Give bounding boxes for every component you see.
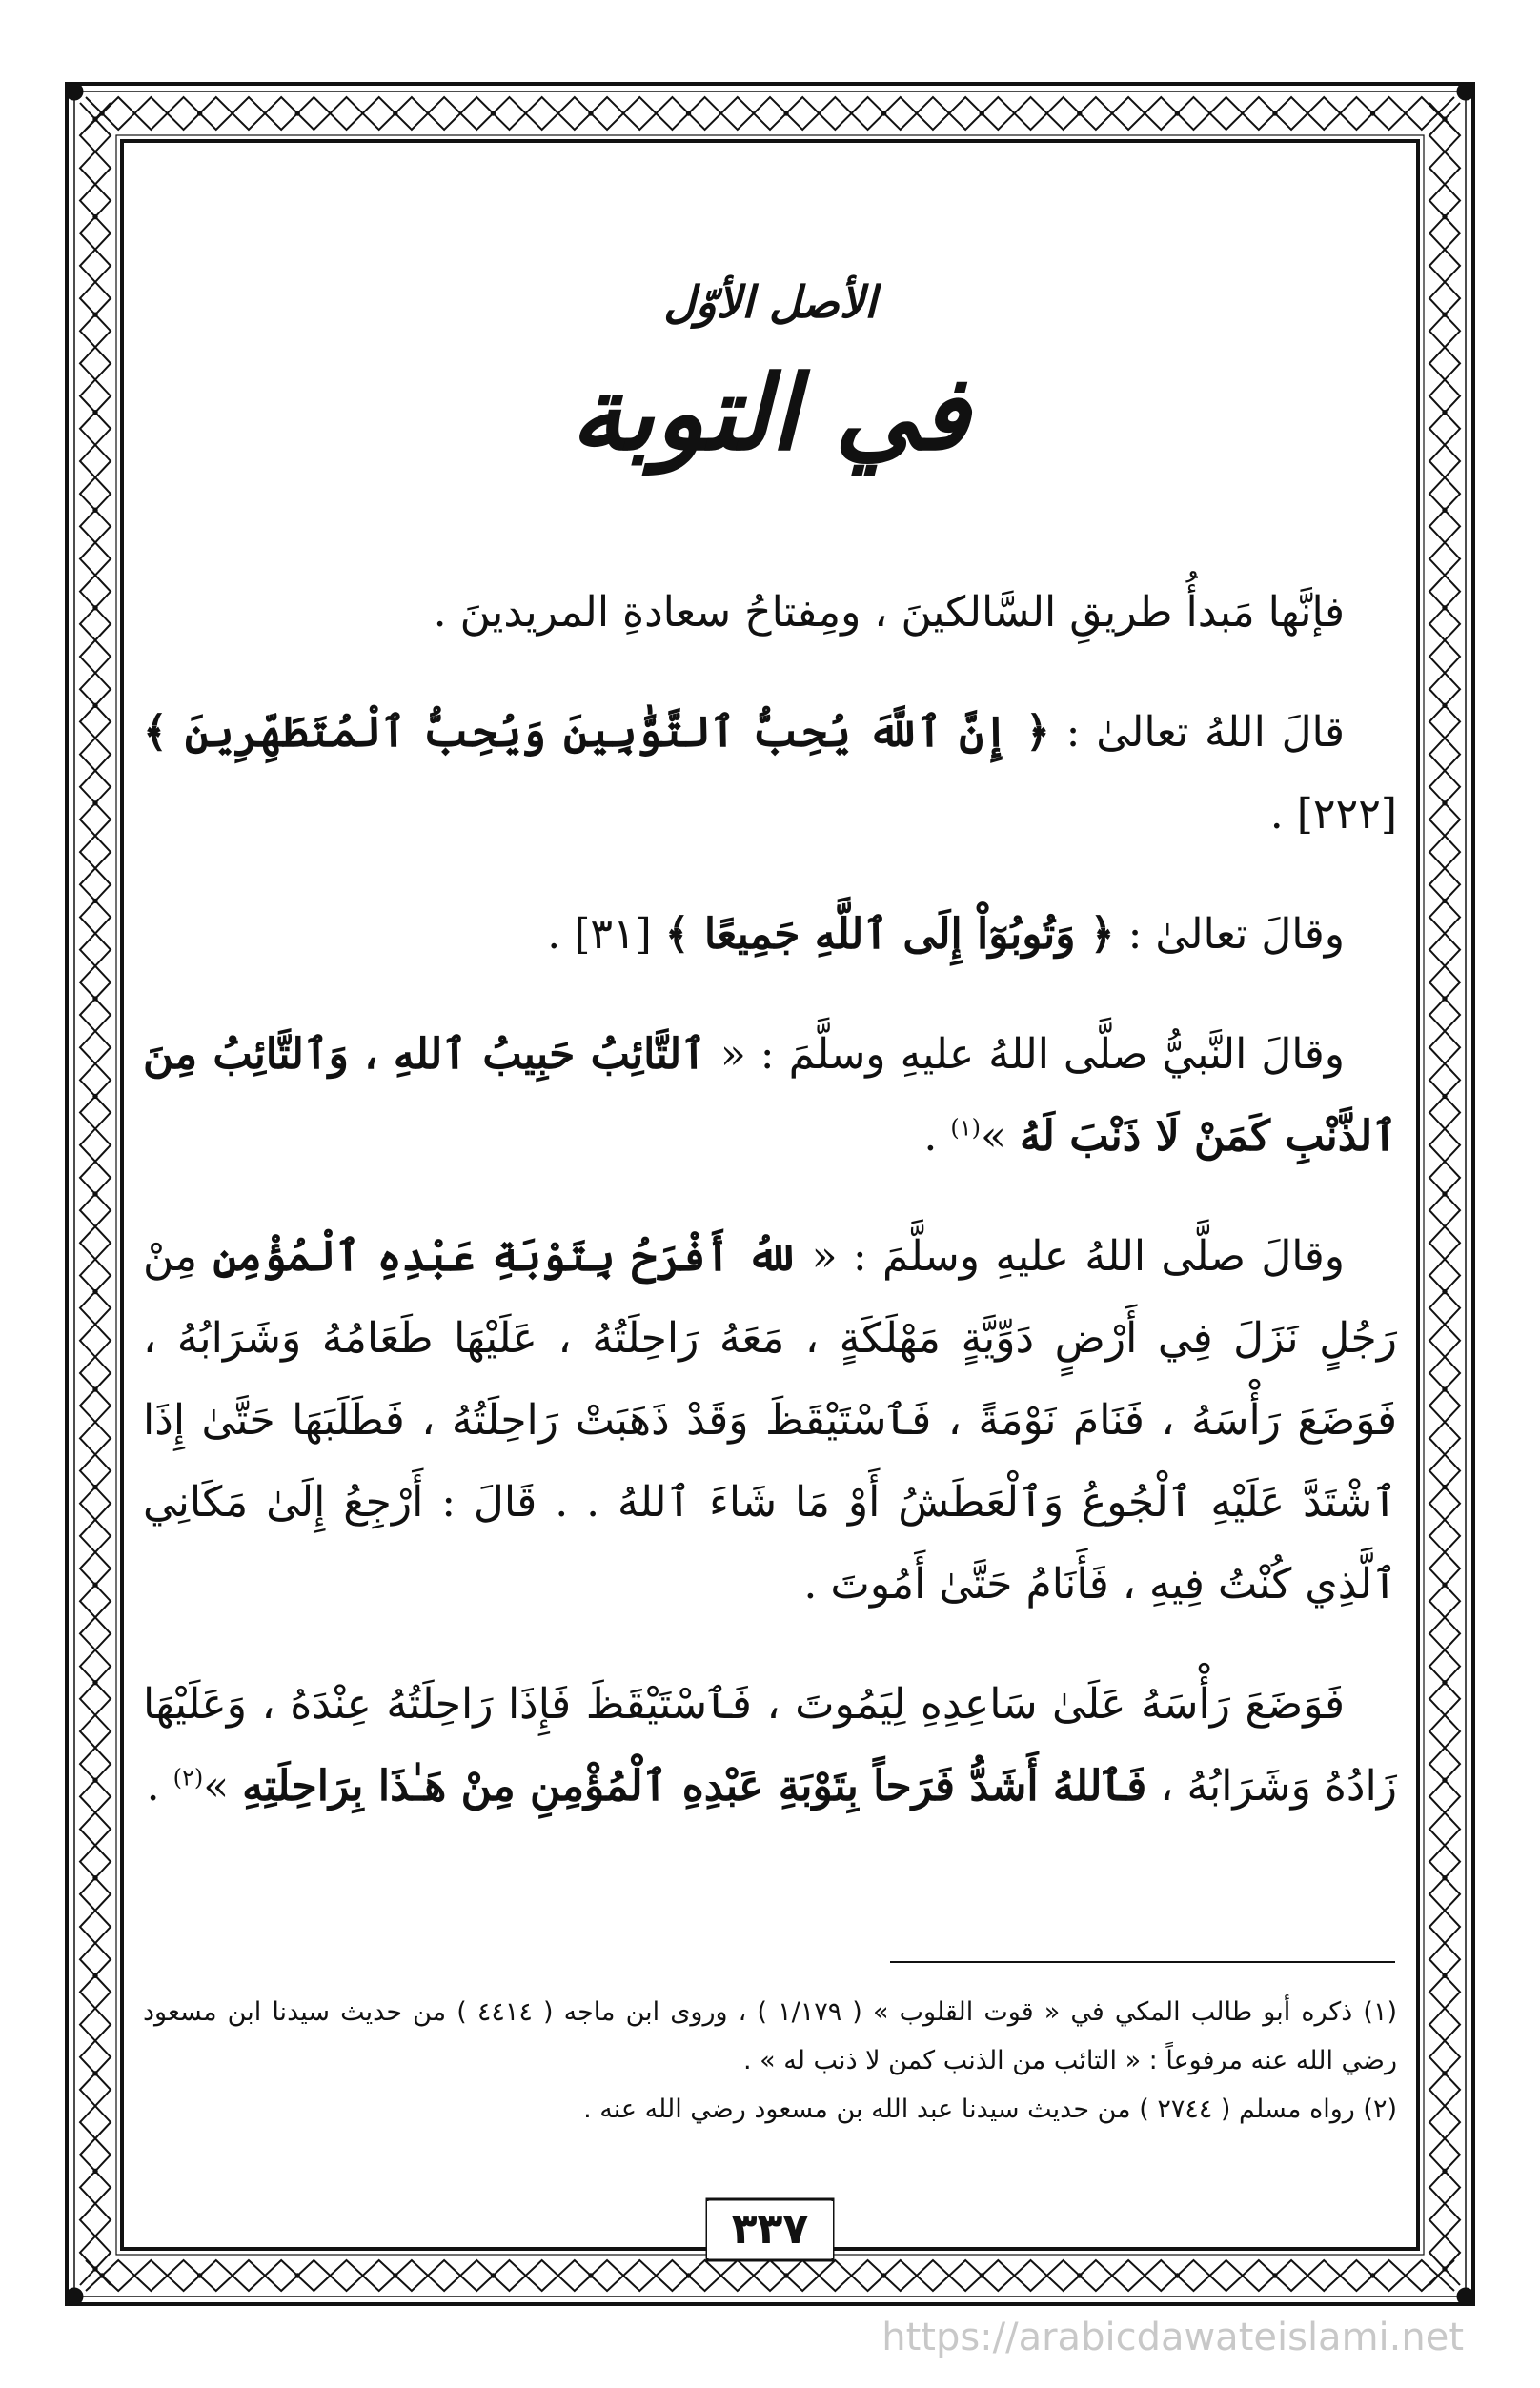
paragraph-3: وقالَ تعالىٰ : ﴿ وَتُوبُوٓاْ إِلَى ٱللَّهِ جَمِيعًا ﴾ [٣١] .: [547, 910, 1345, 959]
footnote-marker-2: (٢): [172, 1764, 204, 1791]
border-ornament: [1443, 1973, 1447, 1977]
border-ornament: [1078, 111, 1082, 115]
border-ornament: [1273, 2274, 1277, 2277]
footnotes: [143, 1988, 1397, 2134]
border-ornament: [93, 214, 97, 218]
border-ornament: [93, 801, 97, 805]
hadith-text-3: فَٱللهُ أَشَدُّ فَرَحاً بِتَوْبَةِ عَبْدِهِ ٱلْمُؤْمِنِ مِنْ هَـٰذَا بِرَاحِلَتِهِ: [242, 1762, 1147, 1811]
border-ornament: [86, 2260, 1454, 2291]
border-ornament: [1443, 1094, 1447, 1098]
border-ornament: [86, 97, 1454, 130]
hadith-narrative-2: فَوَضَعَ رَأْسَهُ عَلَىٰ سَاعِدِهِ لِيَمُوتَ ، فَٱسْتَيْقَظَ فَإِذَا رَاحِلَتُهُ عِنْدَهُ ، وَعَلَيْهَا زَادُهُ وَشَرَابُهُ ،: [143, 1680, 1397, 1811]
verse-ref-2: [٣١]: [574, 910, 652, 959]
footnote-separator: [890, 1961, 1395, 1963]
border-ornament: [86, 2260, 1454, 2291]
border-ornament: [1443, 1485, 1447, 1488]
border-ornament: [589, 111, 593, 115]
border-ornament: [86, 97, 1454, 130]
paragraph-1: [143, 572, 1397, 654]
border-ornament: [1443, 508, 1447, 512]
border-ornament: [980, 111, 983, 115]
border-ornament: [66, 83, 83, 100]
hadith-intro-2: وقالَ صلَّى اللهُ عليهِ وسلَّمَ : «: [811, 1232, 1345, 1281]
paragraph-5: [143, 1216, 1397, 1626]
border-ornament: [93, 703, 97, 707]
border-ornament: [1443, 1778, 1447, 1782]
border-ornament: [295, 111, 299, 115]
border-ornament: [491, 111, 495, 115]
border-ornament: [1443, 1387, 1447, 1391]
border-ornament: [1443, 606, 1447, 610]
border-ornament: [1273, 111, 1277, 115]
border-ornament: [491, 2274, 495, 2277]
border-ornament: [394, 2274, 397, 2277]
border-ornament: [1443, 1583, 1447, 1587]
border-ornament: [93, 1485, 97, 1488]
border-ornament: [93, 1973, 97, 1977]
border-ornament: [1443, 1680, 1447, 1684]
watermark-url: https://arabicdawateislami.net: [881, 2316, 1464, 2359]
border-ornament: [881, 2274, 885, 2277]
border-ornament: [1443, 2072, 1447, 2075]
border-ornament: [1443, 801, 1447, 805]
border-ornament: [1175, 2274, 1179, 2277]
hadith-text-1: ٱلتَّائِبُ حَبِيبُ ٱللهِ ، وَٱلتَّائِبُ مِنَ ٱلذَّنْبِ كَمَنْ لَا ذَنْبَ لَهُ: [143, 1030, 1397, 1161]
hadith-text-2: للهُ أَفْرَحُ بِتَوْبَةِ عَبْدِهِ ٱلْمُؤْمِنِ: [213, 1232, 797, 1281]
quran-verse-2: ﴿ وَتُوبُوٓاْ إِلَى ٱللَّهِ جَمِيعًا ﴾: [664, 910, 1115, 959]
chapter-label: الأصل الأوّل: [663, 276, 877, 328]
border-ornament: [1443, 1876, 1447, 1880]
paragraph-1-text: فإنَّها مَبدأُ طريقِ السَّالكينَ ، ومِفتاحُ سعادةِ المريدينَ .: [433, 588, 1345, 637]
border-ornament: [93, 2169, 97, 2173]
border-ornament: [1457, 2288, 1474, 2305]
border-ornament: [93, 1680, 97, 1684]
border-ornament: [93, 899, 97, 902]
border-ornament: [1443, 2169, 1447, 2173]
hadith-narrative: مِنْ رَجُلٍ نَزَلَ فِي أَرْضٍ دَوِّيَّةٍ مَهْلَكَةٍ ، مَعَهُ رَاحِلَتُهُ ، عَلَيْهَا طَعَامُهُ وَشَرَابُهُ ، فَوَضَعَ رَأْسَهُ ، فَنَامَ نَوْمَةً ، فَٱسْتَيْقَظَ وَقَدْ ذَهَبَتْ رَاحِلَتُهُ ، فَطَلَبَهَا حَتَّىٰ إِذَا ٱشْتَدَّ عَلَيْهِ ٱلْجُوعُ وَٱلْعَطَشُ أَوْ مَا شَاءَ ٱللهُ . . قَالَ : أَرْجِعُ إِلَىٰ مَكَانِي ٱلَّذِي كُنْتُ فِيهِ ، فَأَنَامُ حَتَّىٰ أَمُوتَ .: [143, 1232, 1397, 1609]
footnote-marker-1: (١): [950, 1114, 982, 1142]
border-ornament: [93, 1094, 97, 1098]
border-ornament: [784, 2274, 788, 2277]
paragraph-2: قالَ اللهُ تعالىٰ : ﴿ إِنَّ ٱللَّهَ يُحِبُّ ٱلتَّوَّٰبِينَ وَيُحِبُّ ٱلْمُتَطَهِّرِينَ ﴾ [٢٢٢] .: [143, 708, 1397, 839]
border-ornament: [1443, 899, 1447, 902]
paragraph-4: وقالَ النَّبيُّ صلَّى اللهُ عليهِ وسلَّمَ : « ٱلتَّائِبُ حَبِيبُ ٱللهِ ، وَٱلتَّائِبُ مِنَ ٱلذَّنْبِ كَمَنْ لَا ذَنْبَ لَهُ »$^{(١)}$ .: [143, 1030, 1397, 1161]
border-ornament: [93, 1876, 97, 1880]
border-ornament: [93, 1583, 97, 1587]
border-ornament: [295, 2274, 299, 2277]
paragraph-6: فَوَضَعَ رَأْسَهُ عَلَىٰ سَاعِدِهِ لِيَمُوتَ ، فَٱسْتَيْقَظَ فَإِذَا رَاحِلَتُهُ عِنْدَهُ ، وَعَلَيْهَا زَادُهُ وَشَرَابُهُ ، فَٱللهُ أَشَدُّ فَرَحاً بِتَوْبَةِ عَبْدِهِ ٱلْمُؤْمِنِ مِنْ هَـٰذَا بِرَاحِلَتِهِ »$^{(٢)}$ .: [143, 1680, 1397, 1811]
border-ornament: [1370, 2274, 1374, 2277]
body-text: [143, 572, 1397, 1866]
border-ornament: [93, 1192, 97, 1196]
quran-verse-1: ﴿ إِنَّ ٱللَّهَ يُحِبُّ ٱلتَّوَّٰبِينَ وَيُحِبُّ ٱلْمُتَطَهِّرِينَ ﴾: [143, 708, 1050, 757]
border-ornament: [686, 111, 690, 115]
hadith-intro-1: وقالَ النَّبيُّ صلَّى اللهُ عليهِ وسلَّمَ : «: [719, 1030, 1345, 1079]
verse-ref-1: [٢٢٢]: [1296, 790, 1397, 839]
border-ornament: [93, 2072, 97, 2075]
border-ornament: [93, 606, 97, 610]
border-ornament: [93, 1778, 97, 1782]
border-ornament: [93, 1289, 97, 1293]
border-ornament: [93, 117, 97, 121]
footnote-1: (١) ذكره أبو طالب المكي في « قوت القلوب » ( ١/١٧٩ ) ، وروى ابن ماجه ( ٤٤١٤ ) من حديث سيدنا ابن مسعود رضي الله عنه مرفوعاً : « التائب من الذنب كمن لا ذنب له » .: [143, 1997, 1397, 2075]
border-ornament: [93, 2267, 97, 2271]
border-ornament: [1370, 111, 1374, 115]
border-ornament: [589, 2274, 593, 2277]
border-ornament: [1443, 997, 1447, 1001]
border-ornament: [1443, 117, 1447, 121]
border-ornament: [686, 2274, 690, 2277]
chapter-title: في التوبة: [570, 354, 970, 474]
border-ornament: [1078, 2274, 1082, 2277]
border-ornament: [1443, 1192, 1447, 1196]
footnote-2: (٢) رواه مسلم ( ٢٧٤٤ ) من حديث سيدنا عبد الله بن مسعود رضي الله عنه .: [583, 2095, 1397, 2124]
quran-intro-1: قالَ اللهُ تعالىٰ :: [1065, 708, 1346, 757]
border-ornament: [197, 111, 201, 115]
border-ornament: [93, 997, 97, 1001]
border-ornament: [93, 1387, 97, 1391]
border-ornament: [1175, 111, 1179, 115]
border-ornament: [197, 2274, 201, 2277]
page-number: ٣٣٧: [707, 2201, 833, 2258]
quran-intro-2: وقالَ تعالىٰ :: [1127, 910, 1345, 959]
border-ornament: [881, 111, 885, 115]
border-ornament: [1443, 214, 1447, 218]
border-ornament: [1443, 2267, 1447, 2271]
border-ornament: [66, 2288, 83, 2305]
border-ornament: [394, 111, 397, 115]
border-ornament: [1443, 1289, 1447, 1293]
border-ornament: [93, 508, 97, 512]
border-ornament: [784, 111, 788, 115]
border-ornament: [1443, 703, 1447, 707]
border-ornament: [980, 2274, 983, 2277]
border-ornament: [1457, 83, 1474, 100]
